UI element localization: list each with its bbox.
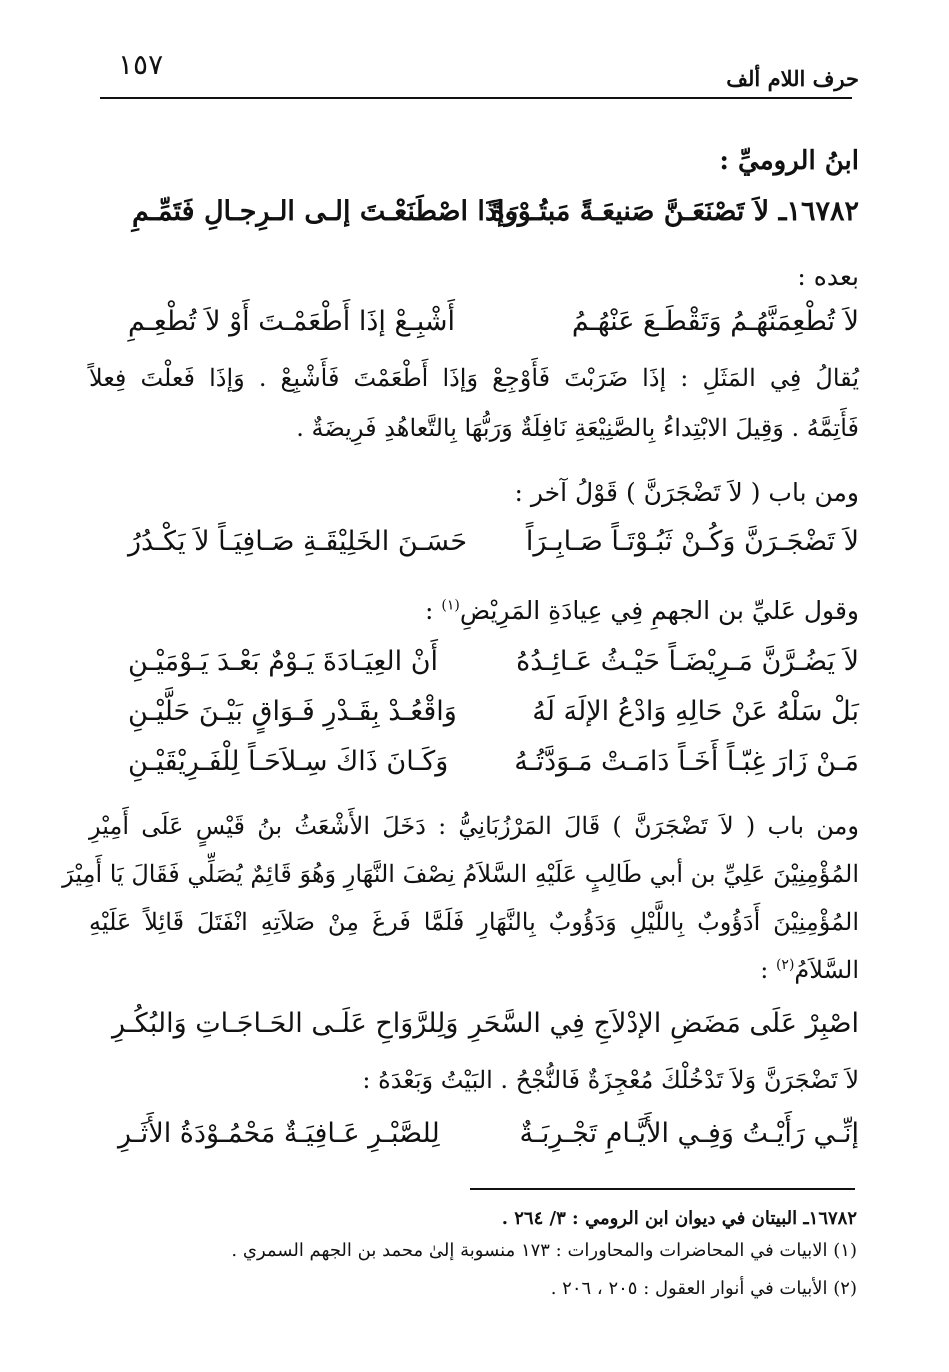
page-number: ١٥٧ <box>118 48 164 81</box>
verse-2-left: أَشْبِـعْ إذَا أَطْعَمْـتَ أَوْ لاَ تُطْعِـمِ <box>128 306 456 337</box>
prose-line-1: يُقالُ فِي المَثَلِ : إذَا ضَرَبْتَ فَأَوْجِعْ وَإذَا أَطْعَمْتَ فَأَشْبِعْ . وَإذَا فَعلْتَ فِعلاً <box>89 364 859 392</box>
verse-4-left: أَنْ العِيَـادَةَ يَـوْمٌ بَعْـدَ يَـوْمَيْـنِ <box>128 646 439 677</box>
section-intro-2 <box>425 596 859 625</box>
verse-16782-right: ١٦٧٨٢ـ لاَ تَصْنَعَـنَّ صَنيعَـةً مَبتُـوْرَةً <box>490 196 859 227</box>
footnote-1: (١) الابيات في المحاضرات والمحاورات : ١٧٣ منسوبة إلىٰ محمد بن الجهم السمري . <box>231 1240 857 1261</box>
verse-4-right: لاَ يَضُـرَّنَّ مَـرِيْضَـاً حَيْـثُ عَـائِـدُهُ <box>516 646 859 677</box>
footnote-ref-1: (١) <box>441 597 460 614</box>
footnote-rule <box>470 1188 855 1190</box>
verse-2-right: لاَ تُطْعِمَنَّهُـمُ وَتَقْطَـعَ عَنْهُـمُ <box>571 306 859 337</box>
verse-7-right: اصْبِرْ عَلَى مَضَضِ الإدْلاَجِ فِي السَّحَرِ <box>468 1008 859 1039</box>
prose-line-3: ومن باب ( لاَ تَضْجَرَنَّ ) قَالَ المَرْزُبَانِيُّ : دَخَلَ الأَشْعَثُ بنُ قَيْسٍ عَلَى أَمِيْرِ <box>89 812 859 840</box>
prose-line-4: المُؤْمِنِيْنَ عَلِيِّ بن أبي طَالِبٍ عَلَيْهِ السَّلاَمُ نِصْفَ النَّهَارِ وَهُوَ قَائِمٌ يُصَلِّي فَقَالَ يَا أَمِيْرَ <box>62 860 859 888</box>
verse-5-left: وَاقْعُـدْ بِقَـدْرِ فَـوَاقٍ بَيْـنَ حَلَّيْـنِ <box>128 696 457 727</box>
footnote-ref-2: (٢) <box>775 957 795 973</box>
verse-5-right: بَلْ سَلْهُ عَنْ حَالِهِ وَادْعُ الإلَهَ لَهُ <box>532 696 859 727</box>
footnote-16782: ١٦٧٨٢ـ البيتان في ديوان ابن الرومي : ٣/ ٢٦٤ . <box>501 1208 857 1229</box>
prose-line-5: المُؤْمِنِيْنَ أَدَؤُوبٌ بِاللَّيْلِ وَدَؤُوبٌ بِالنَّهَارِ فَلَمَّا فَرغَ مِنْ صَلاَتِهِ انْفَتَلَ قَائِلاً عَلَيْهِ <box>89 908 859 936</box>
after-label: بعده : <box>797 262 859 291</box>
verse-6-right: مَـنْ زَارَ غِبّـاً أَخَـاً دَامَـتْ مَـوَدَّتُـهُ <box>514 746 859 777</box>
prose-line-7: لاَ تَضْجَرَنَّ وَلاَ تَدْخُلْكَ مُعْجِزَةٌ فَالنُّجْحُ . البَيْتُ وَبَعْدَهُ : <box>362 1066 859 1094</box>
verse-8-left: لِلصَّبْـرِ عَـافِيَـةٌ مَحْمُـوْدَةُ الأَثَـرِ <box>118 1118 440 1149</box>
intro-2-text: وقول عَليِّ بن الجهمِ فِي عِيادَةِ المَرِيْضِ <box>459 596 859 625</box>
prose-line-6 <box>760 956 859 984</box>
prose-line-2: فَأَتِمَّهُ . وَقِيلَ الابْتِداءُ بِالصَّنِيْعَةِ نَافِلَةٌ وَرَبُّهَا بِالتَّعاهُدِ فَرِيضَةٌ . <box>296 414 859 442</box>
prose-6-colon: : <box>760 956 776 984</box>
verse-6-left: وَكَـانَ ذَاكَ سِـلاَحَـاً لِلْفَـرِيْقَيْـنِ <box>128 746 449 777</box>
header-rule <box>100 97 852 99</box>
intro-2-colon: : <box>424 596 442 625</box>
footnote-2: (٢) الأبيات في أنوار العقول : ٢٠٥ ، ٢٠٦ . <box>550 1278 857 1299</box>
running-title: حرف اللام ألف <box>726 66 859 91</box>
verse-8-right: إنِّـي رَأَيْـتُ وَفِـي الأَيَّـامِ تَجْـرِبَـةٌ <box>519 1118 859 1149</box>
verse-16782-left: وإذَا اصْطَنَعْـتَ إلـى الـرِجـالِ فَتَمِّـمِ <box>132 196 518 227</box>
verse-7-left: وَلِلرَّوَاحِ عَلَـى الحَـاجَـاتِ وَالبُكُـرِ <box>112 1008 459 1039</box>
verse-3-right: لاَ تَضْجَـرَنَّ وَكُـنْ ثَبُـوْتَـاً صَـابِـرَاً <box>525 526 859 557</box>
section-intro-1: ومن باب ( لاَ تَضْجَرَنَّ ) قَوْلُ آخر : <box>514 478 859 507</box>
prose-6-text: السَّلاَمُ <box>794 956 859 984</box>
verse-3-left: حَسَـنَ الخَلِيْقَـةِ صَـافِيَـاً لاَ يَكْـدُرُ <box>128 526 468 557</box>
poet-heading: ابنُ الروميِّ : <box>719 146 859 176</box>
